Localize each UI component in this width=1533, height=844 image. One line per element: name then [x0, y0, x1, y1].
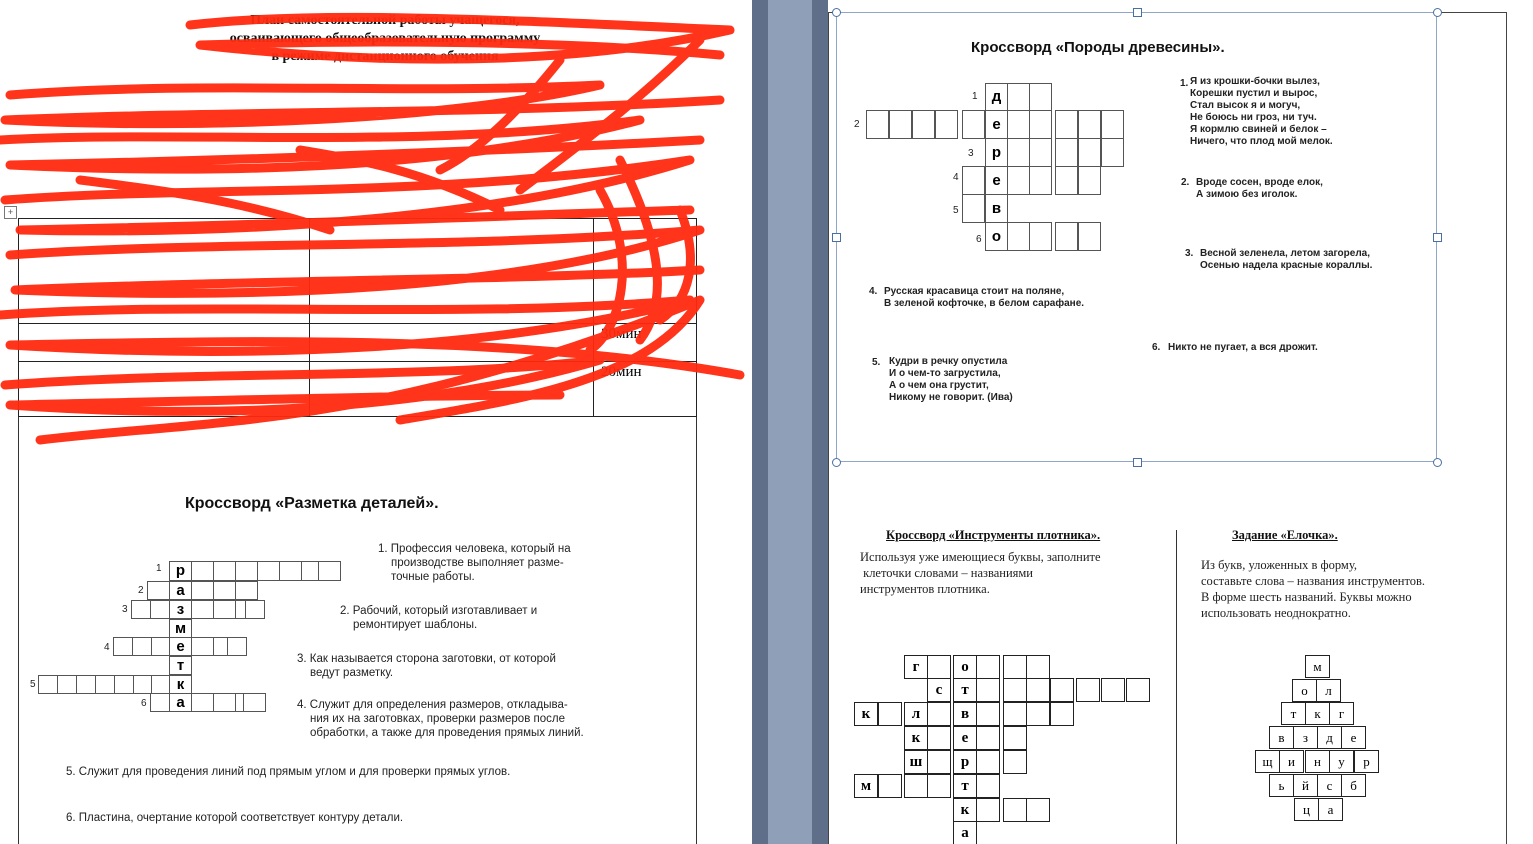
crossword-cell[interactable] — [1003, 726, 1027, 750]
crossword-cell[interactable]: т — [169, 656, 192, 675]
crossword-cell[interactable] — [1007, 110, 1030, 139]
crossword-cell[interactable]: а — [169, 581, 192, 600]
crossword-cell[interactable] — [191, 637, 214, 656]
crossword-cell[interactable] — [1029, 83, 1052, 111]
crossword-cell[interactable]: р — [985, 138, 1008, 167]
crossword-cell[interactable] — [1007, 83, 1030, 111]
crossword-cell[interactable]: е — [953, 726, 977, 750]
crossword-cell[interactable]: с — [927, 678, 951, 702]
crossword-cell[interactable] — [976, 774, 1000, 798]
riddle-text: Вроде сосен, вроде елок, А зимою без иголок. — [1196, 177, 1323, 200]
crossword-cell[interactable]: о — [953, 655, 977, 679]
crossword-cell[interactable] — [257, 561, 280, 581]
crossword-cell[interactable] — [1003, 678, 1027, 702]
clue-number: 3 — [968, 148, 974, 159]
riddle-text: Никто не пугает, а вся дрожит. — [1168, 342, 1318, 353]
clue-text: 2. Рабочий, который изготавливает и ремонтирует шаблоны. — [340, 605, 538, 631]
crossword-cell[interactable] — [318, 561, 341, 581]
crossword-cell[interactable] — [1026, 655, 1050, 679]
time-value: 20мин — [601, 364, 642, 380]
tree-cell: и — [1279, 750, 1304, 773]
crossword-cell[interactable] — [927, 750, 951, 774]
tools-crossword-description: Используя уже имеющиеся буквы, заполните клеточки словами – названиями инструментов плотника. — [860, 550, 1101, 596]
crossword-cell[interactable] — [1101, 138, 1124, 167]
crossword-cell[interactable] — [1003, 750, 1027, 774]
resize-handle[interactable] — [1433, 233, 1442, 242]
crossword-cell[interactable] — [150, 693, 170, 712]
page-border — [18, 417, 19, 844]
crossword-cell[interactable] — [1078, 110, 1101, 139]
crossword-cell[interactable] — [927, 726, 951, 750]
crossword-cell[interactable]: о — [985, 222, 1008, 251]
crossword-cell[interactable] — [866, 110, 889, 139]
crossword-cell[interactable] — [878, 702, 902, 726]
crossword-cell[interactable] — [912, 110, 935, 139]
crossword-cell[interactable] — [150, 600, 170, 619]
crossword-cell[interactable] — [191, 561, 214, 581]
crossword-cell[interactable] — [976, 702, 1000, 726]
crossword-cell[interactable] — [927, 655, 951, 679]
crossword-cell[interactable] — [1007, 222, 1030, 251]
tree-cell: к — [1305, 702, 1330, 725]
crossword-cell[interactable]: е — [169, 637, 192, 656]
crossword-cell[interactable] — [235, 561, 258, 581]
riddle-number: 3. — [1185, 248, 1194, 259]
crossword-cell[interactable] — [1055, 222, 1078, 251]
crossword-cell[interactable] — [1050, 702, 1074, 726]
page-gutter-inner — [768, 0, 812, 844]
crossword-cell[interactable] — [1003, 702, 1027, 726]
crossword-cell[interactable] — [1078, 138, 1101, 167]
tree-cell: ь — [1269, 774, 1294, 797]
crossword-cell[interactable] — [1029, 138, 1052, 167]
crossword-cell[interactable] — [927, 774, 951, 798]
crossword-cell[interactable] — [1055, 110, 1078, 139]
resize-handle[interactable] — [1433, 458, 1442, 467]
crossword-cell[interactable] — [1026, 678, 1050, 702]
crossword-cell[interactable]: т — [953, 774, 977, 798]
crossword-cell[interactable]: в — [953, 702, 977, 726]
crossword-cell[interactable] — [1007, 166, 1030, 195]
crossword-cell[interactable] — [133, 675, 152, 694]
crossword-cell[interactable]: е — [985, 110, 1008, 139]
crossword-cell[interactable] — [279, 561, 302, 581]
crossword-cell[interactable]: з — [169, 600, 192, 619]
crossword-cell[interactable] — [1101, 678, 1125, 702]
crossword-cell[interactable] — [213, 693, 236, 712]
red-scribble-overlay — [0, 0, 752, 460]
crossword-cell[interactable]: а — [169, 693, 192, 712]
crossword-cell[interactable]: к — [854, 702, 878, 726]
tree-cell: о — [1292, 679, 1317, 702]
clue-number: 2 — [854, 119, 860, 130]
crossword-cell[interactable] — [151, 675, 170, 694]
tree-cell: г — [1329, 702, 1354, 725]
crossword-cell[interactable] — [114, 675, 134, 694]
riddle-number: 5. — [872, 357, 881, 368]
clue-text: 6. Пластина, очертание которой соответствует контуру детали. — [66, 812, 404, 824]
crossword-cell[interactable] — [962, 194, 985, 223]
crossword-cell[interactable] — [904, 774, 928, 798]
crossword-cell[interactable] — [1026, 798, 1050, 822]
clue-number: 1 — [972, 91, 978, 102]
clue-text: 1. Профессия человека, который на производстве выполняет разме- точные работы. — [378, 543, 571, 583]
tree-cell: а — [1318, 798, 1343, 821]
crossword-cell[interactable] — [38, 675, 58, 694]
crossword-cell[interactable] — [76, 675, 96, 694]
clue-number: 1 — [156, 563, 162, 574]
crossword-cell[interactable] — [1029, 166, 1052, 195]
crossword-cell[interactable] — [213, 600, 236, 619]
crossword-cell[interactable] — [191, 581, 214, 600]
crossword-cell[interactable]: р — [953, 750, 977, 774]
riddle-number: 4. — [869, 286, 878, 297]
tree-cell: е — [1341, 726, 1366, 749]
resize-handle[interactable] — [1133, 458, 1142, 467]
crossword-cell[interactable] — [95, 675, 115, 694]
tree-cell: м — [1305, 655, 1330, 678]
tree-task-title: Задание «Елочка». — [1232, 528, 1338, 542]
page-gutter — [752, 0, 828, 844]
tree-cell: с — [1317, 774, 1342, 797]
crossword-cell[interactable]: м — [854, 774, 878, 798]
riddle-number: 2. — [1181, 177, 1190, 188]
crossword-cell[interactable] — [1101, 110, 1124, 139]
riddle-text: Русская красавица стоит на поляне, В зеленой кофточке, в белом сарафане. — [884, 286, 1085, 309]
crossword-cell[interactable]: в — [985, 194, 1008, 223]
clue-number: 5 — [953, 205, 959, 216]
crossword-title: Кроссворд «Разметка деталей». — [185, 495, 439, 512]
resize-handle[interactable] — [1133, 8, 1142, 17]
crossword-cell[interactable] — [1078, 166, 1101, 195]
tree-cell: д — [1317, 726, 1342, 749]
page-border — [828, 12, 829, 844]
crossword-cell[interactable] — [113, 637, 133, 656]
tree-cell: р — [1354, 750, 1379, 773]
clue-text: 4. Служит для определения размеров, откладыва- ния их на заготовках, проверки размеров после обработки, а также для проведения прямых линий. — [297, 699, 584, 739]
clue-text: 5. Служит для проведения линий под прямым углом и для проверки прямых углов. — [66, 766, 511, 778]
clue-number: 3 — [122, 604, 128, 615]
crossword-cell[interactable] — [1078, 222, 1101, 251]
crossword-cell[interactable]: а — [953, 821, 977, 844]
crossword-cell[interactable] — [1029, 222, 1052, 251]
table-move-handle[interactable]: + — [4, 206, 17, 219]
right-document-page — [828, 0, 1533, 844]
tree-cell: л — [1316, 679, 1341, 702]
clue-number: 6 — [976, 234, 982, 245]
crossword-cell[interactable] — [976, 750, 1000, 774]
resize-handle[interactable] — [1433, 8, 1442, 17]
crossword-cell[interactable] — [1029, 110, 1052, 139]
crossword-cell[interactable]: т — [953, 678, 977, 702]
crossword-cell[interactable] — [1050, 678, 1074, 702]
crossword-cell[interactable] — [889, 110, 912, 139]
clue-number: 5 — [30, 679, 36, 690]
wood-crossword-title: Кроссворд «Породы древесины». — [971, 39, 1225, 56]
tree-cell: б — [1341, 774, 1366, 797]
clue-text: 3. Как называется сторона заготовки, от которой ведут разметку. — [297, 653, 556, 679]
tree-cell: з — [1293, 726, 1318, 749]
crossword-cell[interactable]: л — [904, 702, 928, 726]
crossword-cell[interactable]: ш — [904, 750, 928, 774]
riddle-text: Кудри в речку опустила И о чем-то загрустила, А о чем она грустит, Никому не говорит. (Ива) — [889, 356, 1013, 403]
riddle-text: Я из крошки-бочки вылез, Корешки пустил и вырос, Стал высок я и могуч, Не боюсь ни гроз, ни туч. Я кормлю свиней и белок – Ничего, что плод мой мелок. — [1190, 76, 1333, 147]
crossword-cell[interactable] — [976, 726, 1000, 750]
resize-handle[interactable] — [832, 458, 841, 467]
tree-cell: щ — [1255, 750, 1280, 773]
crossword-cell[interactable]: д — [985, 83, 1008, 111]
clue-number: 4 — [953, 172, 959, 183]
page-border — [696, 417, 697, 844]
tree-cell: н — [1305, 750, 1330, 773]
crossword-cell[interactable]: к — [169, 675, 192, 694]
crossword-cell[interactable] — [131, 600, 151, 619]
crossword-cell[interactable]: к — [904, 726, 928, 750]
crossword-cell[interactable] — [976, 678, 1000, 702]
tree-cell: в — [1269, 726, 1294, 749]
crossword-cell[interactable] — [962, 110, 985, 139]
crossword-cell[interactable] — [1126, 678, 1150, 702]
crossword-cell[interactable] — [132, 637, 152, 656]
crossword-cell[interactable] — [213, 581, 236, 600]
crossword-cell[interactable] — [878, 774, 902, 798]
crossword-cell[interactable] — [935, 110, 958, 139]
column-divider — [1176, 530, 1177, 844]
tree-cell: ц — [1294, 798, 1319, 821]
tree-task-description: Из букв, уложенных в форму, составьте слова – названия инструментов. В форме шесть названий. Буквы можно использовать неоднократно. — [1201, 558, 1426, 620]
riddle-number: 1. — [1180, 78, 1189, 89]
riddle-text: Весной зеленела, летом загорела, Осенью надела красные кораллы. — [1200, 248, 1373, 271]
crossword-cell[interactable] — [976, 798, 1000, 822]
tree-cell: й — [1293, 774, 1318, 797]
crossword-cell[interactable] — [1003, 798, 1027, 822]
crossword-cell[interactable]: м — [169, 619, 192, 638]
clue-number: 6 — [141, 698, 147, 709]
riddle-number: 6. — [1152, 342, 1161, 353]
crossword-cell[interactable] — [235, 581, 258, 600]
crossword-cell[interactable] — [1007, 138, 1030, 167]
crossword-cell[interactable] — [962, 166, 985, 195]
tools-crossword-title: Кроссворд «Инструменты плотника». — [886, 528, 1101, 542]
crossword-cell[interactable]: к — [953, 798, 977, 822]
tree-cell: т — [1281, 702, 1306, 725]
plan-title: План самостоятельной работы учащегося, осваивающего общеобразовательную программу в режиме дистанционного обучения — [229, 13, 541, 64]
crossword-cell[interactable]: р — [169, 561, 192, 581]
crossword-cell[interactable] — [191, 600, 214, 619]
crossword-cell[interactable] — [1055, 138, 1078, 167]
crossword-cell[interactable]: е — [985, 166, 1008, 195]
left-document-page — [0, 0, 752, 844]
crossword-cell[interactable] — [1003, 655, 1027, 679]
crossword-cell[interactable] — [151, 637, 170, 656]
resize-handle[interactable] — [832, 233, 841, 242]
crossword-cell[interactable]: г — [904, 655, 928, 679]
crossword-cell[interactable] — [227, 637, 247, 656]
crossword-cell[interactable] — [976, 655, 1000, 679]
crossword-cell[interactable] — [245, 600, 265, 619]
crossword-cell[interactable] — [927, 702, 951, 726]
crossword-cell[interactable] — [57, 675, 77, 694]
crossword-cell[interactable] — [1026, 702, 1050, 726]
clue-number: 4 — [104, 642, 110, 653]
time-value: 30мин — [601, 326, 642, 342]
resize-handle[interactable] — [832, 8, 841, 17]
crossword-cell[interactable] — [191, 693, 214, 712]
clue-number: 2 — [138, 585, 144, 596]
crossword-cell[interactable] — [1055, 166, 1078, 195]
crossword-cell[interactable] — [213, 561, 236, 581]
crossword-cell[interactable] — [147, 581, 170, 600]
crossword-cell[interactable] — [243, 693, 266, 712]
page-border — [1506, 12, 1507, 844]
crossword-cell[interactable] — [1076, 678, 1100, 702]
tree-cell: у — [1329, 750, 1354, 773]
